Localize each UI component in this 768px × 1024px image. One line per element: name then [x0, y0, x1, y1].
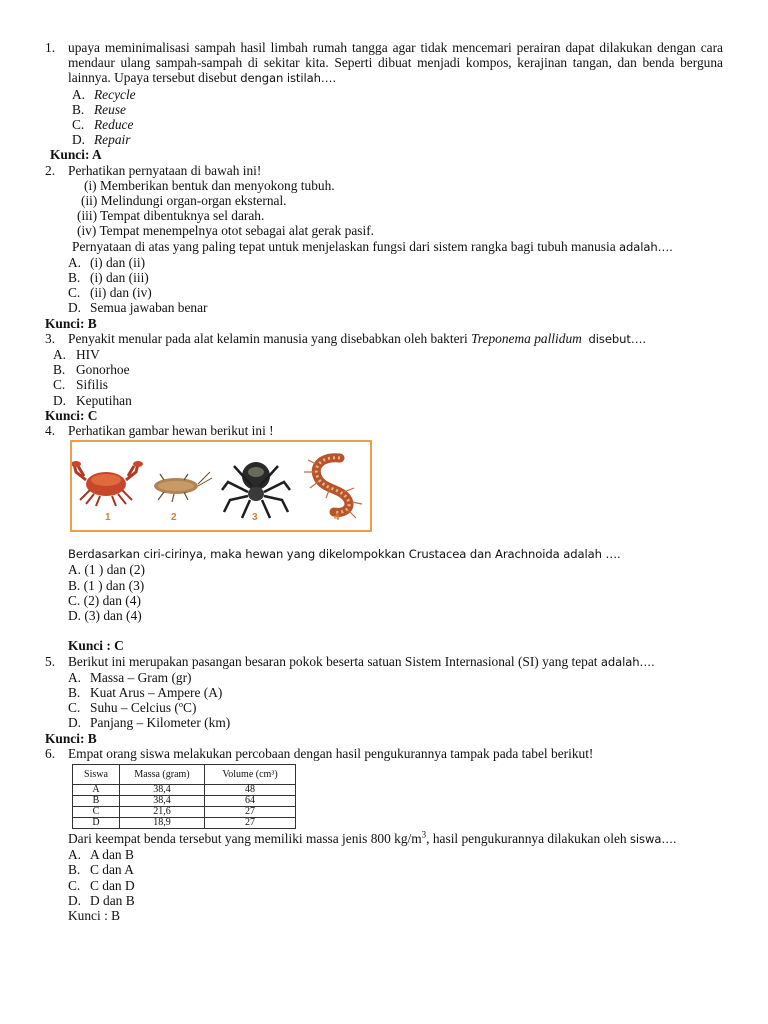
question-text: Empat orang siswa melakukan percobaan dengan hasil pengukurannya tampak pada tabel berikut!	[68, 745, 594, 761]
cockroach-image	[154, 472, 212, 502]
question-2	[0, 163, 768, 178]
option-c: C. Reduce	[72, 117, 134, 133]
question-number: 5.	[45, 653, 56, 669]
exam-page	[0, 40, 768, 923]
question-prompt: Dari keempat benda tersebut yang memiliki massa jenis 800 $kg/m^3$, hasil pengukurannya dilakukan oleh siswa….	[68, 829, 677, 846]
answer-key: Kunci: B	[45, 730, 97, 746]
option-c: C. (2) dan (4)	[68, 592, 141, 608]
millipede-image	[304, 458, 362, 518]
option-b: B. Kuat Arus – Ampere (A)	[68, 684, 223, 700]
table-header: Massa (gram)	[120, 764, 205, 784]
question-number: 2.	[45, 162, 56, 178]
option-a: A. A dan B	[68, 847, 134, 863]
animals-figure	[70, 440, 372, 532]
figure-label-2: 2	[171, 512, 177, 524]
question-number: 6.	[45, 745, 56, 761]
table-header: Siswa	[73, 764, 120, 784]
option-a: A. (i) dan (ii)	[68, 254, 146, 270]
statement-4: (iv) Tempat menempelnya otot sebagai alat gerak pasif.	[77, 223, 375, 239]
answer-key: Kunci: B	[45, 315, 97, 331]
table-row: A 38,4 48	[73, 784, 296, 795]
question-prompt: Pernyataan di atas yang paling tepat untuk menjelaskan fungsi dari sistem rangka bagi tubuh manusia adalah….	[72, 238, 673, 254]
question-5	[0, 654, 768, 670]
question-6	[0, 746, 768, 761]
table-row: C 21,6 27	[73, 806, 296, 817]
question-1	[0, 40, 768, 87]
option-b: B. (i) dan (iii)	[68, 270, 149, 286]
option-b: B. C dan A	[68, 862, 134, 878]
question-number: 3.	[45, 330, 56, 346]
option-d: D. (3) dan (4)	[68, 608, 142, 624]
option-b: B. Reuse	[72, 101, 126, 117]
answer-key: Kunci : C	[68, 638, 124, 654]
option-a: A. Recycle	[72, 86, 136, 102]
option-d: D. Panjang – Kilometer (km)	[68, 715, 231, 731]
figure-label-3: 3	[252, 512, 258, 524]
statement-3: (iii) Tempat dibentuknya sel darah.	[77, 208, 265, 224]
question-text: Perhatikan pernyataan di bawah ini!	[68, 162, 262, 178]
option-d: D. Semua jawaban benar	[68, 300, 208, 316]
option-a: A. (1 ) dan (2)	[68, 562, 145, 578]
answer-key: Kunci: C	[45, 407, 98, 423]
option-c: C. C dan D	[68, 877, 135, 893]
option-b: B. Gonorhoe	[53, 362, 130, 378]
table-row: B 38,4 64	[73, 795, 296, 806]
question-text: Perhatikan gambar hewan berikut ini !	[68, 423, 274, 439]
question-3	[0, 331, 768, 347]
option-d: D. Keputihan	[53, 392, 132, 408]
figure-label-4: 4	[334, 512, 340, 524]
figure-label-1: 1	[105, 512, 111, 524]
question-prompt: Berdasarkan ciri-cirinya, maka hewan yang dikelompokkan Crustacea dan Arachnoida adalah ….	[68, 547, 621, 562]
question-number: 4.	[45, 423, 56, 439]
question-text: Berikut ini merupakan pasangan besaran pokok beserta satuan Sistem Internasional (SI) yang tepat adalah….	[68, 653, 655, 669]
table-row: D 18,9 27	[73, 817, 296, 828]
option-a: A. HIV	[53, 347, 100, 363]
option-d: D. D dan B	[68, 892, 135, 908]
statement-2: (ii) Melindungi organ-organ eksternal.	[81, 193, 287, 209]
option-c: C. Suhu – Celcius (ºC)	[68, 700, 197, 716]
option-c: C. Sifilis	[53, 377, 108, 393]
question-text: upaya meminimalisasi sampah hasil limbah rumah tangga agar tidak mencemari perairan dapat dilakukan dengan cara mendaur ulang sampah-sampah di sekitar kita. Seperti dibuat menjadi kompos, kerajinan tangan, dan benda berguna lainnya. Upaya tersebut disebut dengan istilah….	[68, 40, 723, 86]
option-a: A. Massa – Gram (gr)	[68, 669, 192, 685]
animals-illustration	[72, 442, 370, 530]
question-number: 1.	[45, 40, 56, 55]
question-4	[0, 423, 768, 438]
answer-key: Kunci : B	[68, 907, 121, 923]
option-c: C. (ii) dan (iv)	[68, 285, 152, 301]
option-b: B. (1 ) dan (3)	[68, 577, 145, 593]
statement-1: (i) Memberikan bentuk dan menyokong tubuh.	[84, 177, 335, 193]
crab-image	[72, 461, 143, 506]
table-header: Volume (cm³)	[205, 764, 296, 784]
measurement-table	[72, 764, 296, 829]
question-text: Penyakit menular pada alat kelamin manusia yang disebabkan oleh bakteri Treponema pallidum disebut….	[68, 330, 646, 346]
answer-key: Kunci: A	[50, 147, 102, 163]
option-d: D. Repair	[72, 132, 131, 148]
